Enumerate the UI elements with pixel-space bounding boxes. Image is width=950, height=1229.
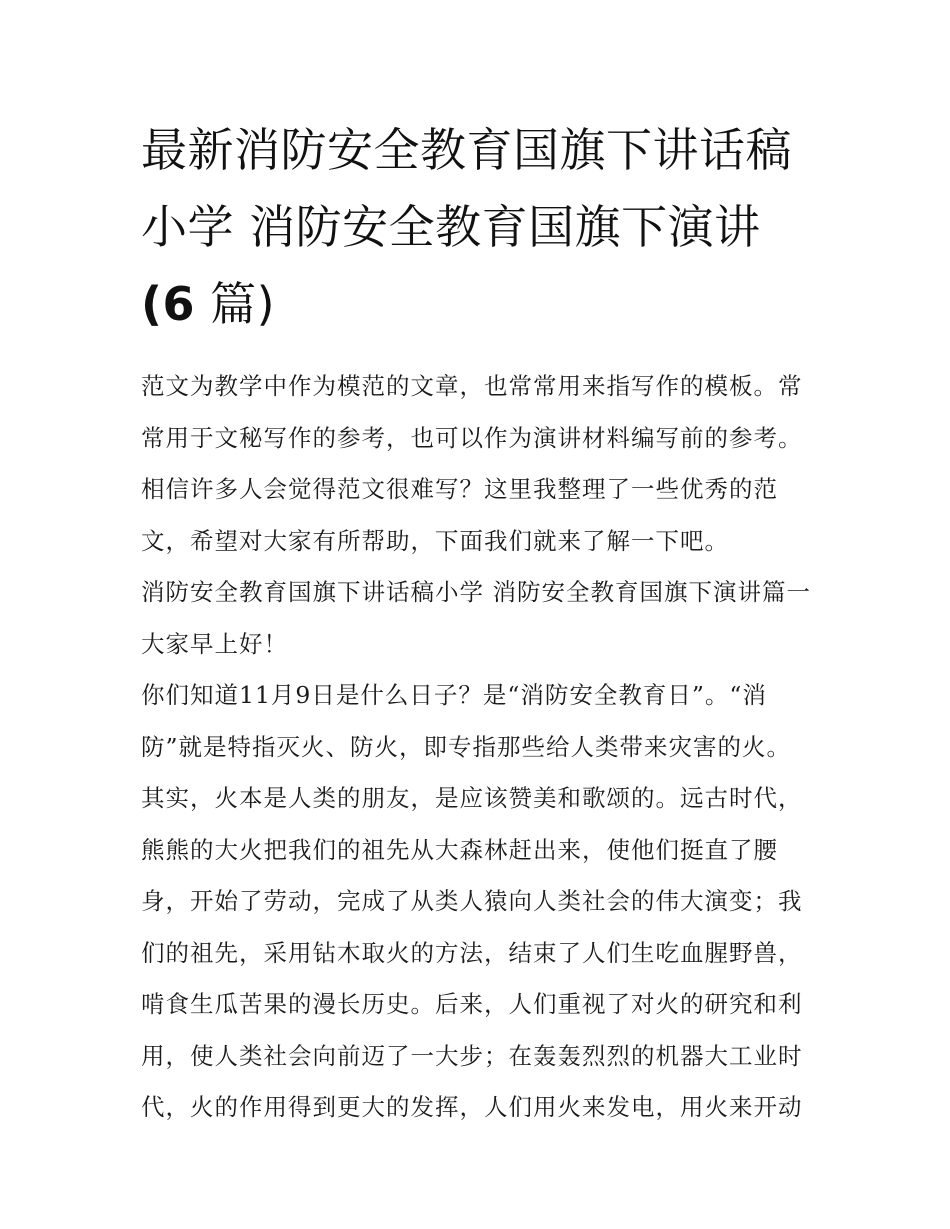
document-title: [141, 112, 813, 343]
speech-paragraph: 你们知道11月9日是什么日子？是“消防安全教育日”。“消防”就是特指灭火、防火，即专指那些给人类带来灾害的火。其实，火本是人类的朋友，是应该赞美和歌颂的。远古时代，熊熊的大火把我们的祖先从大森林赶出来，使他们挺直了腰身，开始了劳动，完成了从类人猿向人类社会的伟大演变；我们的祖先，采用钻木取火的方法，结束了人们生吃血腥野兽，啃食生瓜苦果的漫长历史。后来，人们重视了对火的研究和利用，使人类社会向前迈了一大步；在轰轰烈烈的机器大工业时代，火的作用得到更大的发挥，人们用火来发电，用火来开动: [141, 681, 803, 1121]
document-body: [141, 361, 813, 1134]
title-main-text: 最新消防安全教育国旗下讲话稿小学 消防安全教育国旗下演讲: [141, 123, 792, 254]
document-page: [141, 112, 813, 1134]
title-count-suffix: 篇): [195, 277, 276, 331]
intro-paragraph: 范文为教学中作为模范的文章，也常常用来指写作的模板。常常用于文秘写作的参考，也可以作为演讲材料编写前的参考。相信许多人会觉得范文很难写？这里我整理了一些优秀的范文，希望对大家有所帮助，下面我们就来了解一下吧。: [141, 372, 803, 555]
section-heading-paragraph: 消防安全教育国旗下讲话稿小学 消防安全教育国旗下演讲篇一 大家早上好！: [141, 578, 811, 658]
title-count-text: (6: [141, 277, 196, 331]
